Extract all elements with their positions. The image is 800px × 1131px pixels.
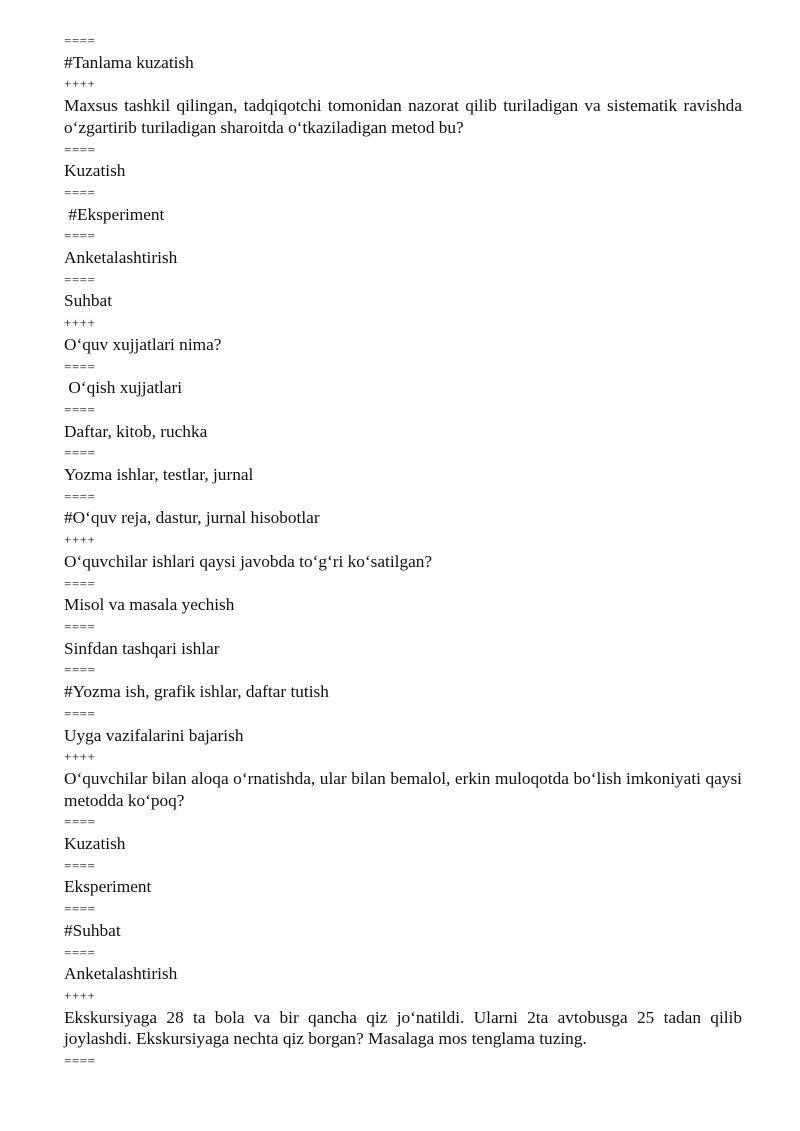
text-line: Daftar, kitob, ruchka xyxy=(64,421,208,441)
separator-line: ++++ xyxy=(64,987,96,1003)
separator-line: ==== xyxy=(64,618,96,634)
separator-line: ==== xyxy=(64,901,96,917)
separator-line: ++++ xyxy=(64,532,96,548)
text-line: O‘qish xujjatlari xyxy=(64,378,183,398)
separator-line: ==== xyxy=(64,814,96,830)
separator-line: ==== xyxy=(64,662,96,678)
question-paragraph: Maxsus tashkil qilingan, tadqiqotchi tomonidan nazorat qilib turiladigan va sistematik ravishda o‘zgartirib turiladigan sharoitda o‘tkaziladigan metod bu? xyxy=(64,96,742,137)
question-paragraph: O‘quvchilar bilan aloqa o‘rnatishda, ular bilan bemalol, erkin muloqotda bo‘lish imkoniyati qaysi metodda ko‘poq? xyxy=(64,768,742,810)
separator-line: ==== xyxy=(64,33,96,48)
text-line: #O‘quv reja, dastur, jurnal hisobotlar xyxy=(64,508,320,528)
text-line: #Suhbat xyxy=(64,920,121,940)
separator-line: ==== xyxy=(64,1053,96,1069)
separator-line: ==== xyxy=(64,271,96,287)
text-line: Yozma ishlar, testlar, jurnal xyxy=(64,465,254,485)
text-line: #Eksperiment xyxy=(64,204,165,224)
separator-line: ==== xyxy=(64,488,96,504)
separator-line: ==== xyxy=(64,401,96,417)
text-line: Misol va masala yechish xyxy=(64,595,235,615)
question-paragraph: Ekskursiyaga 28 ta bola va bir qancha qiz jo‘natildi. Ularni 2ta avtobusga 25 tadan qilib joylashdi. Ekskursiyaga nechta qiz borgan? Masalaga mos tenglama tuzing. xyxy=(64,1007,742,1049)
separator-line: ==== xyxy=(64,141,96,157)
separator-line: ++++ xyxy=(64,76,96,92)
text-line: O‘quv xujjatlari nima? xyxy=(64,334,222,354)
text-line: Uyga vazifalarini bajarish xyxy=(64,725,244,745)
text-line: #Yozma ish, grafik ishlar, daftar tutish xyxy=(64,682,329,702)
text-line: #Tanlama kuzatish xyxy=(64,52,194,72)
separator-line: ==== xyxy=(64,575,96,591)
document-page xyxy=(64,30,742,1072)
text-line: Anketalashtirish xyxy=(64,964,178,984)
text-line: Suhbat xyxy=(64,291,113,311)
separator-line: ==== xyxy=(64,228,96,244)
separator-line: ==== xyxy=(64,358,96,374)
separator-line: ==== xyxy=(64,445,96,461)
text-line: Anketalashtirish xyxy=(64,248,178,268)
text-line: Kuzatish xyxy=(64,161,126,181)
separator-line: ==== xyxy=(64,857,96,873)
separator-line: ==== xyxy=(64,705,96,721)
separator-line: ==== xyxy=(64,944,96,960)
separator-line: ++++ xyxy=(64,749,96,765)
text-line: Kuzatish xyxy=(64,834,126,854)
text-line: Eksperiment xyxy=(64,877,152,897)
text-line: O‘quvchilar ishlari qaysi javobda to‘g‘ri ko‘satilgan? xyxy=(64,551,433,571)
separator-line: ==== xyxy=(64,184,96,200)
text-line: Sinfdan tashqari ishlar xyxy=(64,638,220,658)
separator-line: ++++ xyxy=(64,315,96,331)
